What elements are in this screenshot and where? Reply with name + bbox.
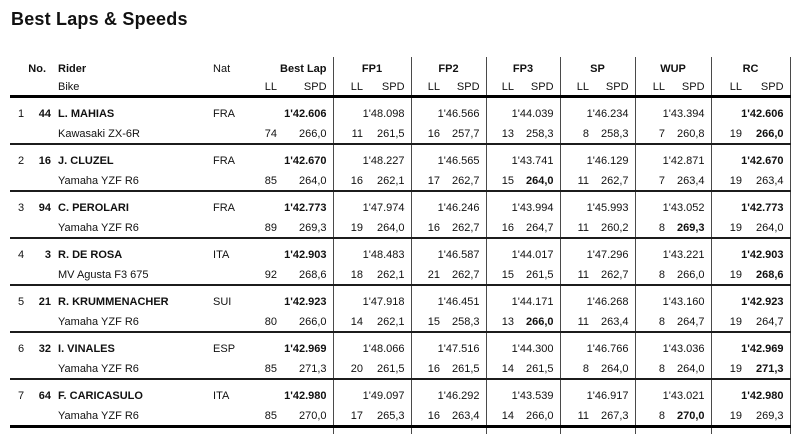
col-header-spd: SPD xyxy=(279,75,333,97)
session-laps: 11 xyxy=(560,215,591,238)
header-sub-row xyxy=(10,75,790,97)
col-header-spd: SPD xyxy=(667,75,711,97)
rider-bike: Yamaha YZF R6 xyxy=(54,309,204,332)
rider-name: L. MAHIAS xyxy=(54,97,204,122)
session-time: 1'42.670 xyxy=(711,144,790,168)
rider-bike: Kawasaki ZX-6R xyxy=(54,121,204,144)
session-time: 1'46.268 xyxy=(560,285,635,309)
session-speed: 268,6 xyxy=(279,262,333,285)
session-time: 1'48.483 xyxy=(333,238,411,262)
session-speed: 260,2 xyxy=(591,215,635,238)
session-speed: 270,0 xyxy=(667,403,711,427)
session-speed: 262,1 xyxy=(365,168,411,191)
col-header-spd: SPD xyxy=(442,75,486,97)
session-laps: 19 xyxy=(711,262,744,285)
session-speed: 270,0 xyxy=(279,403,333,427)
col-header-wup: WUP xyxy=(635,57,711,75)
session-time: 1'43.021 xyxy=(635,379,711,403)
session-laps: 85 xyxy=(248,168,279,191)
rider-name: I. VINALES xyxy=(54,332,204,356)
session-laps: 19 xyxy=(711,215,744,238)
rider-bike: Yamaha YZF R6 xyxy=(54,403,204,427)
rider-nationality: ITA xyxy=(204,379,248,403)
session-time: 1'47.296 xyxy=(560,238,635,262)
session-laps: 16 xyxy=(411,215,442,238)
session-speed: 261,5 xyxy=(516,262,560,285)
session-speed: 263,4 xyxy=(744,168,790,191)
rider-bike: Yamaha YZF R6 xyxy=(54,168,204,191)
session-speed: 271,3 xyxy=(279,356,333,379)
session-time: 1'48.066 xyxy=(333,332,411,356)
col-header-ll: LL xyxy=(635,75,667,97)
session-laps: 89 xyxy=(248,215,279,238)
session-laps: 8 xyxy=(635,403,667,427)
rider-row-sub xyxy=(10,168,790,191)
session-time: 1'42.980 xyxy=(711,379,790,403)
session-laps: 7 xyxy=(635,121,667,144)
best-lap-time: 1'42.969 xyxy=(248,332,333,356)
session-laps: 11 xyxy=(333,121,365,144)
rider-bike: Yamaha YZF R6 xyxy=(54,356,204,379)
session-laps: 8 xyxy=(635,262,667,285)
rider-position: 4 xyxy=(10,238,32,262)
session-speed: 261,5 xyxy=(516,356,560,379)
session-time: 1'47.516 xyxy=(411,332,486,356)
session-speed: 264,0 xyxy=(591,356,635,379)
session-laps: 15 xyxy=(486,168,516,191)
col-header-spd: SPD xyxy=(591,75,635,97)
session-laps: 16 xyxy=(333,168,365,191)
session-speed: 263,4 xyxy=(591,309,635,332)
col-header-best-lap: Best Lap xyxy=(248,57,333,75)
session-time: 1'43.221 xyxy=(635,238,711,262)
rider-number: 44 xyxy=(32,97,54,122)
rider-row-sub xyxy=(10,309,790,332)
session-speed: 262,7 xyxy=(591,262,635,285)
rider-nationality: FRA xyxy=(204,97,248,122)
session-laps: 13 xyxy=(486,121,516,144)
rider-row-main xyxy=(10,97,790,122)
session-laps: 7 xyxy=(635,168,667,191)
session-laps: 13 xyxy=(486,309,516,332)
col-header-bike: Bike xyxy=(54,75,204,97)
session-laps: 11 xyxy=(560,168,591,191)
session-speed: 264,7 xyxy=(516,215,560,238)
session-speed: 264,0 xyxy=(365,215,411,238)
table-header xyxy=(10,57,790,97)
rider-name: C. PEROLARI xyxy=(54,191,204,215)
session-time: 1'44.300 xyxy=(486,332,560,356)
col-header-fp1: FP1 xyxy=(333,57,411,75)
riders-body xyxy=(10,97,790,427)
session-speed: 266,0 xyxy=(516,309,560,332)
session-time: 1'48.227 xyxy=(333,144,411,168)
rider-row-main xyxy=(10,191,790,215)
col-header-ll: LL xyxy=(411,75,442,97)
session-time: 1'47.974 xyxy=(333,191,411,215)
rider-number: 32 xyxy=(32,332,54,356)
session-laps: 18 xyxy=(333,262,365,285)
session-speed: 258,3 xyxy=(516,121,560,144)
col-header-ll: LL xyxy=(711,75,744,97)
session-time: 1'42.969 xyxy=(711,332,790,356)
rider-row-sub xyxy=(10,215,790,238)
session-time: 1'42.871 xyxy=(635,144,711,168)
session-speed: 264,0 xyxy=(667,356,711,379)
session-laps: 14 xyxy=(486,403,516,427)
rider-row-main xyxy=(10,238,790,262)
col-header-ll: LL xyxy=(248,75,279,97)
session-laps: 19 xyxy=(711,309,744,332)
rider-name: R. DE ROSA xyxy=(54,238,204,262)
session-time: 1'46.565 xyxy=(411,144,486,168)
col-header-spd: SPD xyxy=(516,75,560,97)
rider-nationality: FRA xyxy=(204,144,248,168)
session-time: 1'46.917 xyxy=(560,379,635,403)
rider-position: 6 xyxy=(10,332,32,356)
session-laps: 92 xyxy=(248,262,279,285)
cutoff-next-row xyxy=(10,427,790,434)
session-laps: 19 xyxy=(711,403,744,427)
session-laps: 74 xyxy=(248,121,279,144)
session-speed: 264,0 xyxy=(279,168,333,191)
session-speed: 264,7 xyxy=(744,309,790,332)
session-speed: 261,5 xyxy=(442,356,486,379)
best-lap-time: 1'42.606 xyxy=(248,97,333,122)
session-laps: 80 xyxy=(248,309,279,332)
session-speed: 263,4 xyxy=(667,168,711,191)
session-time: 1'45.993 xyxy=(560,191,635,215)
session-laps: 15 xyxy=(486,262,516,285)
page-title: Best Laps & Speeds xyxy=(11,8,800,30)
session-time: 1'46.766 xyxy=(560,332,635,356)
rider-number: 94 xyxy=(32,191,54,215)
session-speed: 262,7 xyxy=(591,168,635,191)
rider-number: 3 xyxy=(32,238,54,262)
session-speed: 266,0 xyxy=(516,403,560,427)
col-header-no: No. xyxy=(10,57,54,75)
session-speed: 258,3 xyxy=(591,121,635,144)
rider-row-main xyxy=(10,379,790,403)
session-laps: 85 xyxy=(248,403,279,427)
session-time: 1'44.171 xyxy=(486,285,560,309)
session-laps: 8 xyxy=(560,121,591,144)
best-lap-time: 1'42.923 xyxy=(248,285,333,309)
rider-position: 1 xyxy=(10,97,32,122)
rider-number: 16 xyxy=(32,144,54,168)
session-time: 1'46.129 xyxy=(560,144,635,168)
session-time: 1'43.052 xyxy=(635,191,711,215)
col-header-rider: Rider xyxy=(54,57,204,75)
session-speed: 269,3 xyxy=(667,215,711,238)
session-laps: 8 xyxy=(635,215,667,238)
session-speed: 262,1 xyxy=(365,309,411,332)
session-laps: 16 xyxy=(411,121,442,144)
rider-row-sub xyxy=(10,356,790,379)
session-time: 1'43.741 xyxy=(486,144,560,168)
rider-number: 21 xyxy=(32,285,54,309)
rider-bike: MV Agusta F3 675 xyxy=(54,262,204,285)
session-time: 1'46.292 xyxy=(411,379,486,403)
session-laps: 21 xyxy=(411,262,442,285)
rider-nationality: ESP xyxy=(204,332,248,356)
col-header-spd: SPD xyxy=(365,75,411,97)
session-speed: 268,6 xyxy=(744,262,790,285)
session-speed: 262,7 xyxy=(442,262,486,285)
session-laps: 20 xyxy=(333,356,365,379)
session-time: 1'47.918 xyxy=(333,285,411,309)
rider-row-sub xyxy=(10,262,790,285)
rider-name: J. CLUZEL xyxy=(54,144,204,168)
session-speed: 264,0 xyxy=(744,215,790,238)
rider-row-main xyxy=(10,285,790,309)
session-laps: 8 xyxy=(560,356,591,379)
session-speed: 262,7 xyxy=(442,215,486,238)
session-time: 1'44.039 xyxy=(486,97,560,122)
session-time: 1'46.246 xyxy=(411,191,486,215)
session-laps: 14 xyxy=(333,309,365,332)
rider-nationality: FRA xyxy=(204,191,248,215)
session-speed: 260,8 xyxy=(667,121,711,144)
session-speed: 261,5 xyxy=(365,356,411,379)
col-header-ll: LL xyxy=(333,75,365,97)
session-time: 1'44.017 xyxy=(486,238,560,262)
session-speed: 267,3 xyxy=(591,403,635,427)
rider-number: 64 xyxy=(32,379,54,403)
col-header-sp: SP xyxy=(560,57,635,75)
session-speed: 264,0 xyxy=(516,168,560,191)
session-laps: 11 xyxy=(560,309,591,332)
rider-bike: Yamaha YZF R6 xyxy=(54,215,204,238)
session-time: 1'49.097 xyxy=(333,379,411,403)
session-laps: 15 xyxy=(411,309,442,332)
rider-nationality: SUI xyxy=(204,285,248,309)
best-lap-time: 1'42.980 xyxy=(248,379,333,403)
session-time: 1'46.234 xyxy=(560,97,635,122)
rider-row-main xyxy=(10,332,790,356)
session-speed: 263,4 xyxy=(442,403,486,427)
session-speed: 261,5 xyxy=(365,121,411,144)
rider-position: 2 xyxy=(10,144,32,168)
header-group-row xyxy=(10,57,790,75)
session-laps: 17 xyxy=(411,168,442,191)
session-time: 1'43.036 xyxy=(635,332,711,356)
session-laps: 8 xyxy=(635,309,667,332)
session-speed: 257,7 xyxy=(442,121,486,144)
rider-position: 3 xyxy=(10,191,32,215)
rider-name: R. KRUMMENACHER xyxy=(54,285,204,309)
rider-position: 5 xyxy=(10,285,32,309)
session-speed: 269,3 xyxy=(744,403,790,427)
rider-nationality: ITA xyxy=(204,238,248,262)
col-header-nat: Nat xyxy=(204,57,248,75)
session-speed: 264,7 xyxy=(667,309,711,332)
session-laps: 19 xyxy=(333,215,365,238)
rider-position: 7 xyxy=(10,379,32,403)
rider-row-sub xyxy=(10,121,790,144)
session-speed: 262,1 xyxy=(365,262,411,285)
session-time: 1'46.451 xyxy=(411,285,486,309)
session-time: 1'43.994 xyxy=(486,191,560,215)
session-speed: 266,0 xyxy=(279,309,333,332)
session-laps: 19 xyxy=(711,356,744,379)
col-header-rc: RC xyxy=(711,57,790,75)
session-time: 1'42.903 xyxy=(711,238,790,262)
session-speed: 266,0 xyxy=(667,262,711,285)
session-laps: 11 xyxy=(560,403,591,427)
col-header-ll: LL xyxy=(486,75,516,97)
best-lap-time: 1'42.903 xyxy=(248,238,333,262)
session-speed: 262,7 xyxy=(442,168,486,191)
session-laps: 19 xyxy=(711,168,744,191)
rider-row-main xyxy=(10,144,790,168)
session-time: 1'46.587 xyxy=(411,238,486,262)
session-laps: 16 xyxy=(411,356,442,379)
rider-name: F. CARICASULO xyxy=(54,379,204,403)
session-speed: 266,0 xyxy=(279,121,333,144)
session-laps: 8 xyxy=(635,356,667,379)
best-lap-time: 1'42.773 xyxy=(248,191,333,215)
session-speed: 265,3 xyxy=(365,403,411,427)
session-laps: 17 xyxy=(333,403,365,427)
session-time: 1'48.098 xyxy=(333,97,411,122)
session-speed: 258,3 xyxy=(442,309,486,332)
session-time: 1'43.160 xyxy=(635,285,711,309)
session-time: 1'43.394 xyxy=(635,97,711,122)
session-laps: 85 xyxy=(248,356,279,379)
best-lap-time: 1'42.670 xyxy=(248,144,333,168)
col-header-fp2: FP2 xyxy=(411,57,486,75)
rider-row-sub xyxy=(10,403,790,427)
session-speed: 271,3 xyxy=(744,356,790,379)
session-laps: 14 xyxy=(486,356,516,379)
session-speed: 269,3 xyxy=(279,215,333,238)
col-header-ll: LL xyxy=(560,75,591,97)
session-speed: 266,0 xyxy=(744,121,790,144)
col-header-spd: SPD xyxy=(744,75,790,97)
session-laps: 16 xyxy=(411,403,442,427)
session-time: 1'42.606 xyxy=(711,97,790,122)
session-laps: 11 xyxy=(560,262,591,285)
session-laps: 19 xyxy=(711,121,744,144)
session-time: 1'46.566 xyxy=(411,97,486,122)
session-time: 1'43.539 xyxy=(486,379,560,403)
session-time: 1'42.773 xyxy=(711,191,790,215)
col-header-fp3: FP3 xyxy=(486,57,560,75)
session-time: 1'42.923 xyxy=(711,285,790,309)
best-laps-table xyxy=(10,57,791,434)
session-laps: 16 xyxy=(486,215,516,238)
